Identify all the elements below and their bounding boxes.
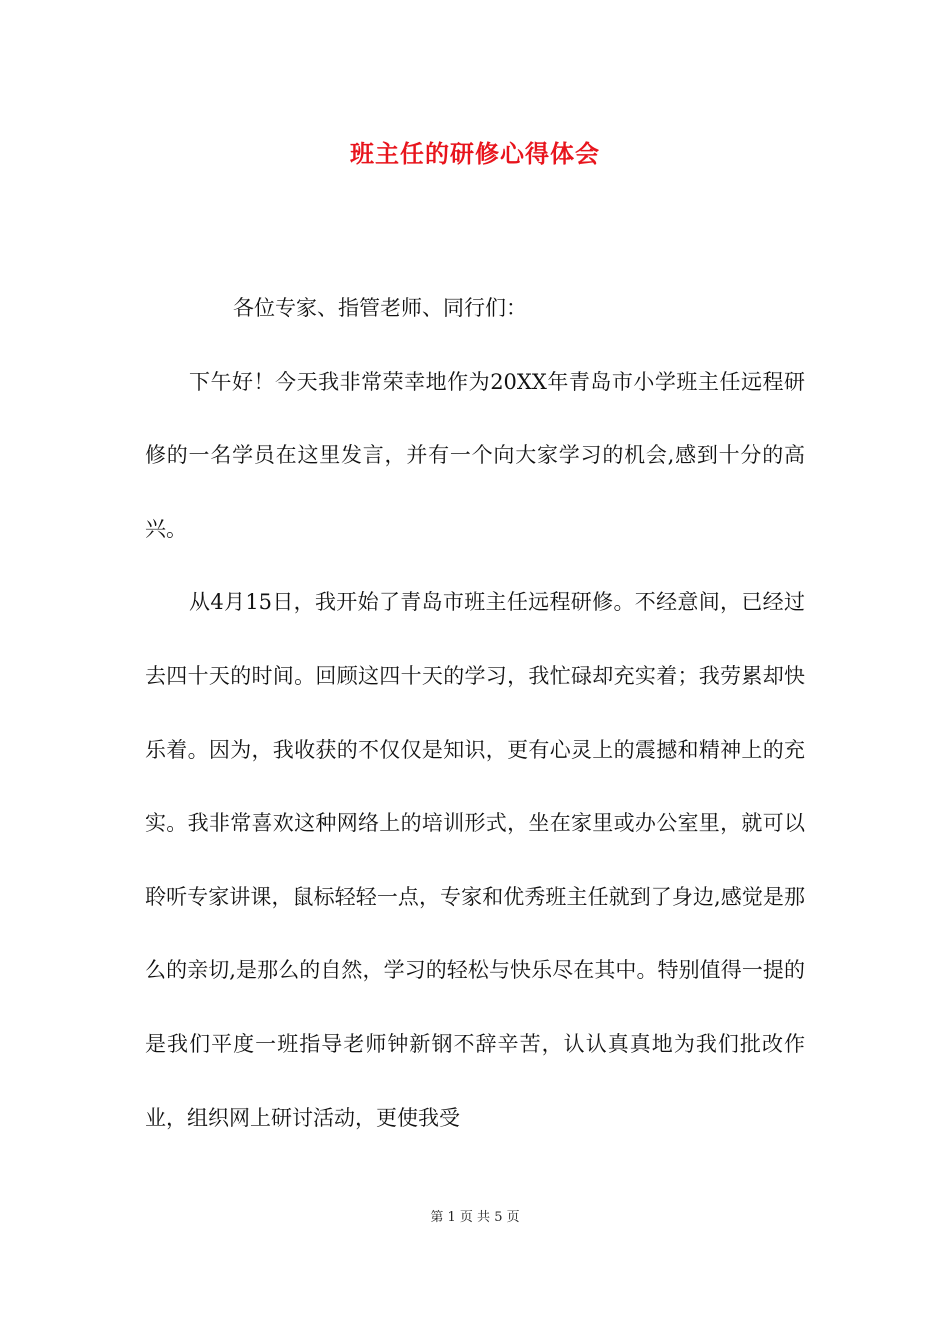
document-body	[145, 272, 805, 1155]
paragraph-salutation: 各位专家、指管老师、同行们：	[233, 296, 527, 320]
paragraph-greeting: 下午好！今天我非常荣幸地作为20XX年青岛市小学班主任远程研修的一名学员在这里发言，并有一个向大家学习的机会,感到十分的高兴。	[145, 369, 805, 541]
document-title: 班主任的研修心得体会	[350, 139, 600, 168]
page-number-footer: 第 1 页 共 5 页	[430, 1210, 520, 1225]
paragraph-main: 从4月15日，我开始了青岛市班主任远程研修。不经意间，已经过去四十天的时间。回顾这四十天的学习，我忙碌却充实着；我劳累却快乐着。因为，我收获的不仅仅是知识，更有心灵上的震撼和精神上的充实。我非常喜欢这种网络上的培训形式，坐在家里或办公室里，就可以聆听专家讲课，鼠标轻轻一点，专家和优秀班主任就到了身边,感觉是那么的亲切,是那么的自然，学习的轻松与快乐尽在其中。特别值得一提的是我们平度一班指导老师钟新钢不辞辛苦，认认真真地为我们批改作业，组织网上研讨活动，更使我受	[145, 590, 805, 1130]
